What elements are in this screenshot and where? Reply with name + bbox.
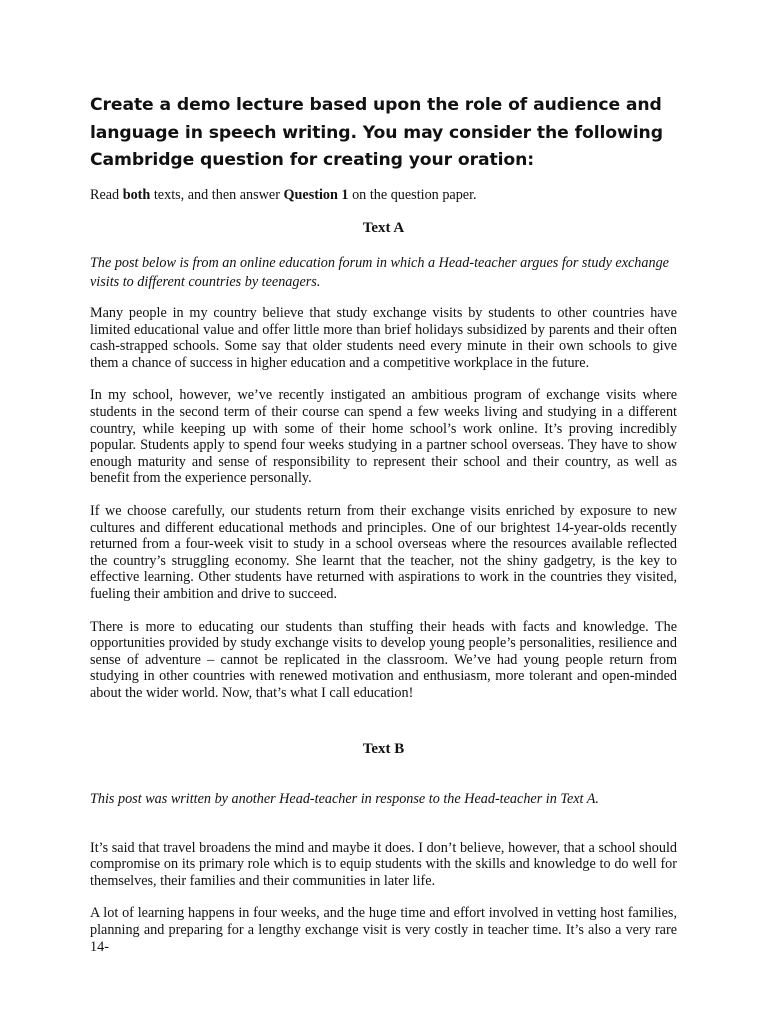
instructions-emphasis-question: Question 1 [283,186,349,203]
document-page [90,92,677,971]
text-b-title: Text B [362,740,405,757]
text-a-title: Text A [362,220,405,237]
text-a-paragraph: If we choose carefully, our students return from their exchange visits enriched by exposure to new cultures and different educational methods and principles. One of our brightest 14-year-olds recently returned from a four-week visit to study in a school overseas where the resources available reflected the country’s struggling economy. She learnt that the teacher, not the shiny gadgetry, is the key to effective learning. Other students have returned with aspirations to work in the countries they visited, fueling their ambition and drive to succeed. [90,503,677,602]
text-a-paragraph: In my school, however, we’ve recently instigated an ambitious program of exchange visits where students in the second term of their course can spend a few weeks living and studying in a different country, while keeping up with some of their home school’s work online. It’s proving incredibly popular. Students apply to spend four weeks studying in a partner school overseas. They have to show enough maturity and sense of responsibility to represent their school and their country, as well as benefit from the experience personally. [90,387,677,487]
text-b-source-note: This post was written by another Head-teacher in response to the Head-teacher in Text A. [90,790,599,807]
instructions-text: texts, and then answer [150,186,284,203]
instructions-emphasis-both: both [122,186,151,203]
instructions [90,187,677,204]
instructions-text: on the question paper. [348,186,477,203]
text-a-paragraph: There is more to educating our students than stuffing their heads with facts and knowledge. The opportunities provided by study exchange visits to develop young people’s personalities, resilience and sense of adventure – cannot be replicated in the classroom. We’ve had young people return from studying in other countries with renewed motivation and enthusiasm, more tolerant and open-minded about the wider world. Now, that’s what I call education! [90,618,677,701]
text-b-paragraph: It’s said that travel broadens the mind and maybe it does. I don’t believe, however, that a school should compromise on its primary role which is to equip students with the skills and knowledge to do well for themselves, their families and their communities in later life. [90,839,677,889]
text-a-paragraph: Many people in my country believe that study exchange visits by students to other countries have limited educational value and offer little more than brief holidays subsidized by parents and their often cash-strapped schools. Some say that older students need every minute in their own schools to give them a chance of success in higher education and a competitive workplace in the future. [90,305,677,371]
instructions-text: Read [90,186,123,203]
text-b-paragraph: A lot of learning happens in four weeks, and the huge time and effort involved in vetting host families, planning and preparing for a lengthy exchange visit is very costly in teacher time. It’s also a very rare 14- [90,905,677,955]
text-a-source-note: The post below is from an online education forum in which a Head-teacher argues for study exchange visits to different countries by teenagers. [90,255,669,291]
document-heading: Create a demo lecture based upon the role of audience and language in speech writing. You may consider the following Cambridge question for creating your oration: [90,95,663,170]
